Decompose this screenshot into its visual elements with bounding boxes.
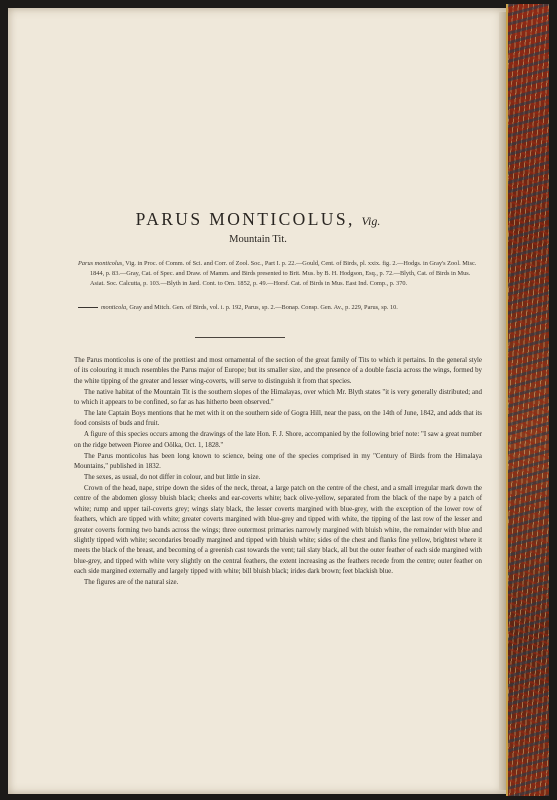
synonymy-entry bbox=[78, 303, 480, 313]
book-page bbox=[8, 8, 508, 794]
ditto-dash bbox=[78, 307, 98, 308]
paragraph: The figures are of the natural size. bbox=[84, 579, 179, 587]
common-name: Mountain Tit. bbox=[229, 234, 287, 245]
paragraph: The Parus monticolus has been long known to science, being one of the species comprised in my "Century of Birds from the Himalaya Mountains," published in 1832. bbox=[74, 452, 482, 471]
species-title bbox=[8, 209, 508, 230]
paragraph: Crown of the head, nape, stripe down the sides of the neck, throat, a large patch on the centre of the chest, and a small irregular mark down the centre of the abdomen glossy bluish black; cheeks and ear-coverts white; back olive-yellow, separated from the black of the nape by a patch of white; rump and upper tail-coverts grey; wings slaty black, the lesser coverts margined with blue-grey, with the exception of the lower row of feathers, which are tipped with white; greater coverts margined with blue-grey and tipped with white, the tipping of the last row of the lesser and greater coverts forming two bands across the wings; three outermost primaries narrowly margined with bluish white, the remainder with blue and slightly tipped with white; secondaries broadly margined and tipped with bluish white; sides of the chest and flanks fine yellow, brightest where it meets the black of the breast, and becoming of a greenish cast towards the vent; tail slaty black, all but the outer feather of each side margined with blue-grey, and tipped with white very slightly on the central feathers, the extent increasing as the feathers recede from the centre; outer feather on each side margined externally and largely tipped with white; bill bluish black; irides dark brown; feet blackish blue. bbox=[74, 484, 482, 576]
body-text bbox=[74, 356, 482, 589]
synonym-name: monticola, bbox=[101, 304, 128, 311]
species-title-main: PARUS MONTICOLUS, bbox=[135, 209, 355, 229]
paragraph: The late Captain Boys mentions that he met with it on the southern side of Gogra Hill, near the pass, on the 14th of June, 1842, and adds that its food consists of buds and fruit. bbox=[74, 410, 482, 428]
paragraph: The sexes, as usual, do not differ in colour, and but little in size. bbox=[84, 473, 261, 481]
species-title-author: Vig. bbox=[361, 214, 381, 228]
section-divider bbox=[195, 337, 285, 338]
synonym-text: Gray and Mitch. Gen. of Birds, vol. i. p. 192, Parus, sp. 2.—Bonap. Consp. Gen. Av., p. 229, Parus, sp. 10. bbox=[129, 304, 398, 311]
paragraph: The native habitat of the Mountain Tit is the southern slopes of the Himalayas, over which Mr. Blyth states "it is very generally distributed; and to which it appears to be confined, so far as has hitherto been observed." bbox=[74, 388, 482, 407]
paragraph: The Parus monticolus is one of the prettiest and most ornamental of the section of the great family of Tits to which it pertains. In the general style of its colouring it much resembles the Parus major of Europe; but its smaller size, and the presence of a double fascia across the wings, formed by the white tipping of the greater and lesser wing-coverts, will serve to distinguish it from that species. bbox=[74, 357, 482, 385]
synonym-text: Vig. in Proc. of Comm. of Sci. and Corr. of Zool. Soc., Part I. p. 22.—Gould, Cent. of Birds, pl. xxix. fig. 2.—Hodgs. in Gray's Zool. Misc. 1844, p. 83.—Gray, Cat. of Spec. and Draw. of Mamm. and Birds presented to Brit. Mus. by B. H. Hodgson, Esq., p. 72.—Blyth, Cat. of Birds in Mus. Asiat. Soc. Calcutta, p. 103.—Blyth in Jard. Cont. to Orn. 1852, p. 49.—Horsf. Cat. of Birds in Mus. East Ind. Comp., p. 370. bbox=[90, 260, 477, 287]
synonym-name: Parus monticolus, bbox=[78, 260, 124, 267]
paragraph: A figure of this species occurs among the drawings of the late Hon. F. J. Shore, accompanied by the following brief note: "I saw a great number on the ridge between Pioree and Oölka, Oct. 1, 1828." bbox=[74, 431, 482, 449]
synonymy-entry bbox=[78, 259, 480, 288]
marbled-cover bbox=[508, 4, 549, 796]
